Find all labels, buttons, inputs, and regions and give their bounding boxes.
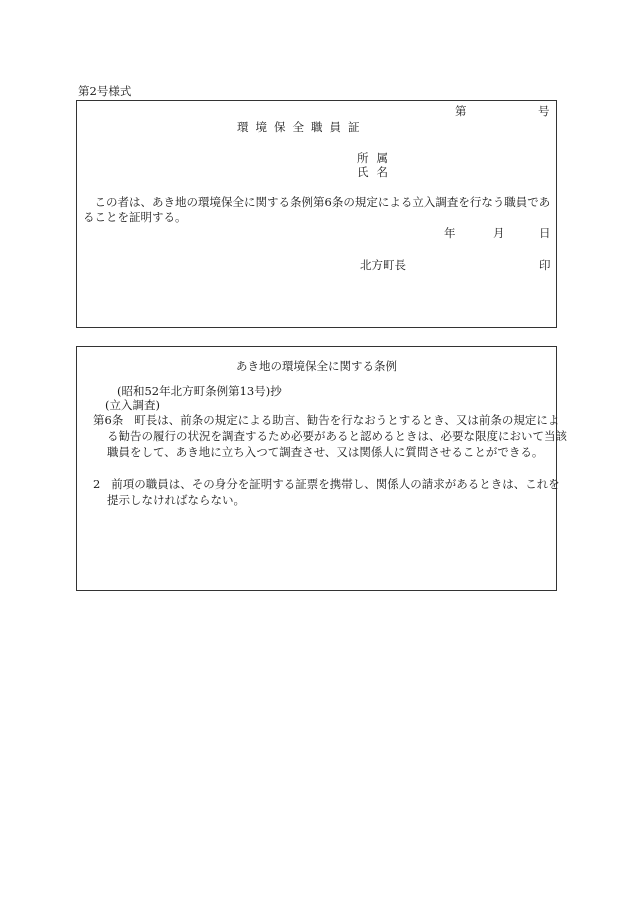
ordinance-excerpt-frame [76, 346, 567, 591]
form-label: 第2号様式 [78, 84, 132, 98]
ordinance-source: (昭和52年北方町条例第13号)抄 [117, 384, 282, 398]
date-year-label: 年 [444, 226, 456, 240]
number-prefix: 第 [455, 104, 467, 118]
date-day-label: 日 [539, 226, 551, 240]
card-title: 環境保全職員証 [237, 120, 367, 134]
paragraph-2-number: 2 [93, 477, 101, 491]
name-label: 氏名 [357, 165, 396, 179]
certification-text: この者は、あき地の環境保全に関する条例第6条の規定による立入調査を行なう職員であることを証明する。 [83, 195, 551, 224]
seal-mark: 印 [539, 258, 551, 272]
ordinance-title: あき地の環境保全に関する条例 [236, 359, 397, 373]
id-card-frame [76, 100, 557, 328]
date-month-label: 月 [493, 226, 505, 240]
article-6-text: 町長は、前条の規定による助言、勧告を行なおうとするとき、又は前条の規定による勧告の履行の状況を調査するため必要があると認めるときは、必要な限度において当該職員をして、あき地に立ち入つて調査させ、又は関係人に質問させることができる。 [107, 413, 567, 459]
number-suffix: 号 [538, 104, 550, 118]
affiliation-label: 所属 [357, 151, 396, 165]
paragraph-2-text: 前項の職員は、その身分を証明する証票を携帯し、関係人の請求があるときは、これを提示しなければならない。 [107, 477, 560, 507]
article-heading: (立入調査) [105, 398, 160, 412]
article-6 [93, 412, 567, 460]
paragraph-2 [93, 476, 567, 508]
issuer-name: 北方町長 [360, 258, 406, 272]
article-6-number: 第6条 [93, 413, 124, 427]
